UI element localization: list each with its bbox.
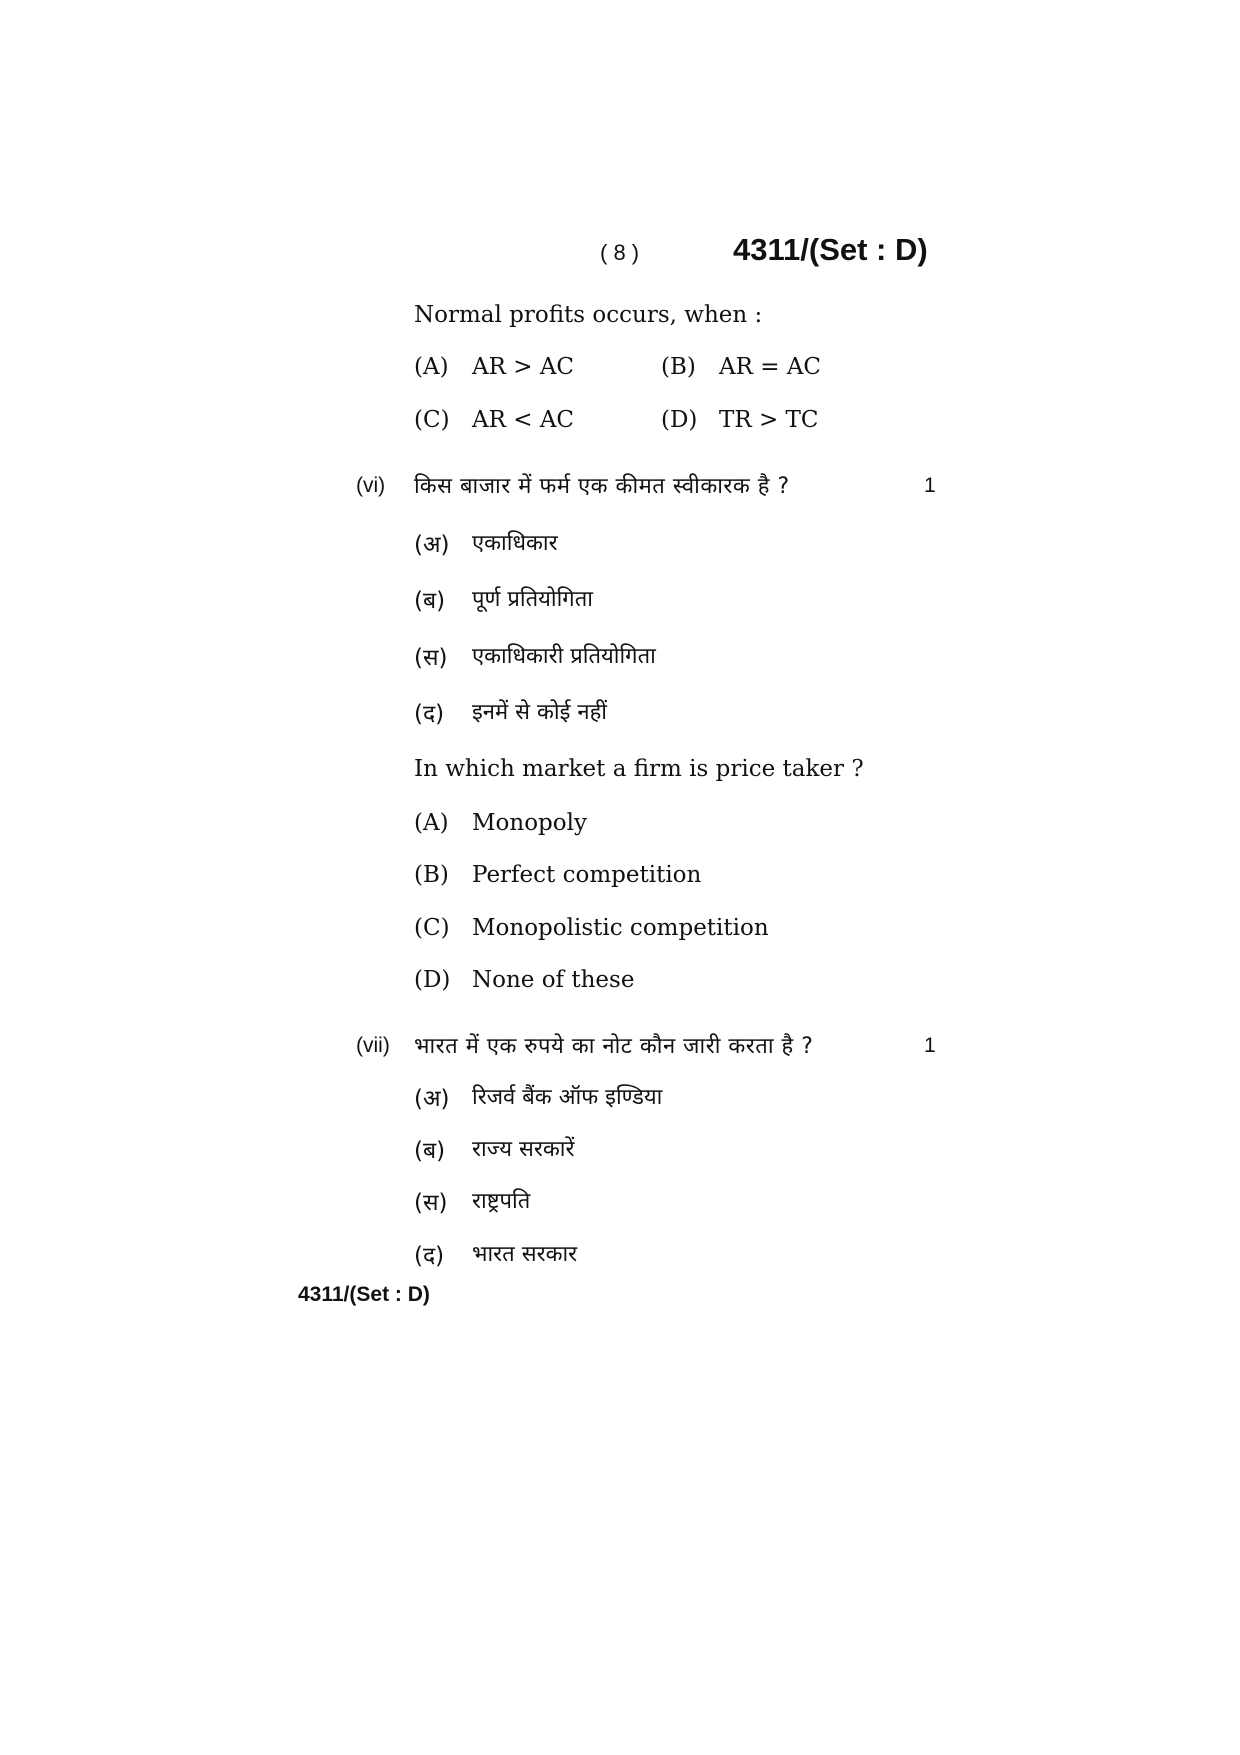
option-text: TR > TC <box>719 407 819 433</box>
option-text: एकाधिकारी प्रतियोगिता <box>472 644 656 669</box>
option-text: AR > AC <box>472 354 575 380</box>
option-label: (द) <box>414 1243 445 1269</box>
option-label: (अ) <box>414 532 450 558</box>
option-label: (C) <box>414 915 450 941</box>
question-marks: 1 <box>924 1034 936 1057</box>
question-5-english-text: Normal profits occurs, when : <box>414 302 763 328</box>
option-label: (C) <box>414 407 450 433</box>
option-text: Monopoly <box>472 810 587 836</box>
option-label: (A) <box>414 810 449 836</box>
option-text: None of these <box>472 967 635 993</box>
option-text: Perfect competition <box>472 862 702 888</box>
option-text: राष्ट्रपति <box>472 1189 531 1214</box>
question-6-hindi-text: किस बाजार में फर्म एक कीमत स्वीकारक है ? <box>414 474 790 499</box>
option-label: (द) <box>414 701 445 727</box>
option-label: (B) <box>661 354 696 380</box>
option-text: भारत सरकार <box>472 1242 578 1267</box>
option-label: (ब) <box>414 1138 446 1164</box>
option-text: AR < AC <box>472 407 575 433</box>
option-label: (D) <box>414 967 451 993</box>
question-marks: 1 <box>924 474 936 497</box>
option-text: राज्य सरकारें <box>472 1137 575 1162</box>
paper-code: 4311/(Set : D) <box>733 232 928 267</box>
option-text: एकाधिकार <box>472 531 558 556</box>
page-number: ( 8 ) <box>600 240 640 265</box>
option-label: (स) <box>414 1190 448 1216</box>
option-label: (अ) <box>414 1086 450 1112</box>
option-text: Monopolistic competition <box>472 915 769 941</box>
option-label: (ब) <box>414 588 446 614</box>
option-text: रिजर्व बैंक ऑफ इण्डिया <box>472 1085 663 1110</box>
option-label: (B) <box>414 862 449 888</box>
option-text: पूर्ण प्रतियोगिता <box>472 587 593 612</box>
option-label: (D) <box>661 407 698 433</box>
option-label: (स) <box>414 645 448 671</box>
question-7-hindi-text: भारत में एक रुपये का नोट कौन जारी करता है ? <box>414 1034 814 1059</box>
question-number: (vi) <box>356 474 386 497</box>
question-number: (vii) <box>356 1034 390 1057</box>
question-6-english-text: In which market a firm is price taker ? <box>414 756 864 782</box>
page-header <box>0 232 1240 272</box>
footer-paper-code: 4311/(Set : D) <box>298 1283 430 1306</box>
option-text: इनमें से कोई नहीं <box>472 700 608 725</box>
option-label: (A) <box>414 354 449 380</box>
option-text: AR = AC <box>719 354 822 380</box>
